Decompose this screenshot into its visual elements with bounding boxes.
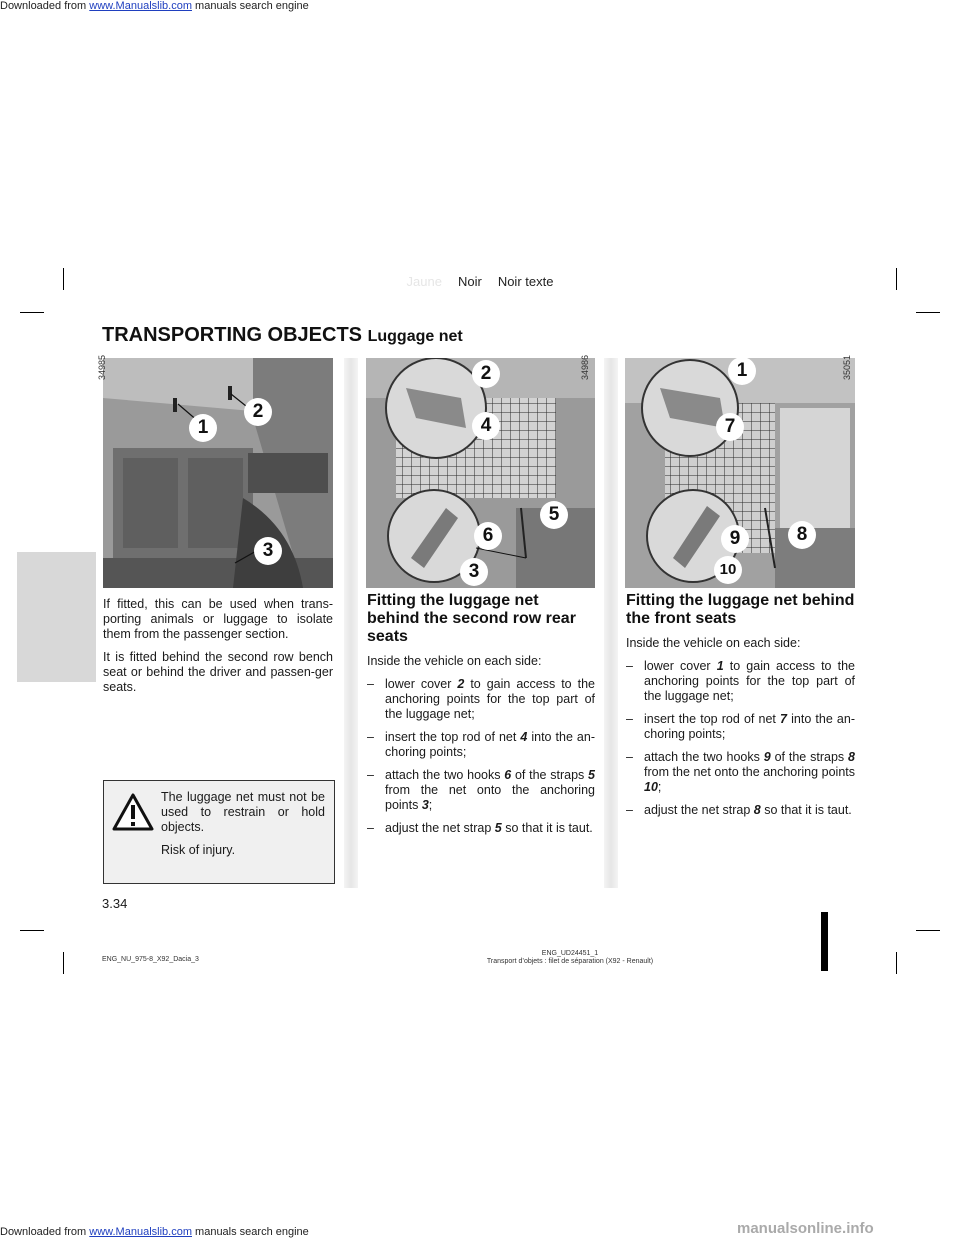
- intro-paragraph: It is fitted behind the second row bench seat or behind the driver and passen-ger seats.: [103, 650, 333, 694]
- page-title: TRANSPORTING OBJECTS Luggage net: [102, 324, 463, 346]
- section-heading: Fitting the luggage net behind the front seats: [626, 592, 855, 627]
- callout-number: 7: [718, 415, 742, 439]
- callout-number: 3: [462, 560, 486, 584]
- second-row-net-illustration: [366, 358, 595, 588]
- list-item: – attach the two hooks 9 of the straps 8 from the net onto the anchoring points 10;: [626, 750, 855, 794]
- rear-seat-illustration: [103, 358, 333, 588]
- color-separation-labels: Jaune Noir Noir texte: [406, 274, 554, 289]
- list-item: – lower cover 1 to gain access to the anchoring points for the top part of the luggage net;: [626, 659, 855, 703]
- footer-document-code: ENG_NU_975-8_X92_Dacia_3: [102, 956, 199, 963]
- figure-reference: 34985: [97, 354, 107, 380]
- callout-number: 9: [723, 527, 747, 551]
- callout-number: 5: [542, 503, 566, 527]
- page-number: 3.34: [102, 896, 128, 911]
- intro-paragraph: If fitted, this can be used when trans-porting animals or luggage to isolate them from the passenger section.: [103, 597, 333, 641]
- list-item: – insert the top rod of net 7 into the an-choring points;: [626, 712, 856, 741]
- intro-column: [103, 597, 333, 703]
- figure-rear-seat-anchors: [103, 358, 333, 588]
- figure-reference: 35051: [842, 354, 852, 380]
- chapter-tab: [17, 552, 96, 682]
- callout-number: 2: [474, 362, 498, 386]
- figure-reference: 34986: [580, 354, 590, 380]
- section-heading: Fitting the luggage net behind the second row rear seats: [367, 592, 576, 645]
- manualsonline-logo: manualsonline.info: [737, 1220, 874, 1237]
- second-row-section: [367, 592, 595, 844]
- warning-text: The luggage net must not be used to restrain or hold objects. Risk of injury.: [161, 790, 325, 857]
- section-lead: Inside the vehicle on each side:: [626, 636, 801, 650]
- list-item: – lower cover 2 to gain access to the anchoring points for the top part of the luggage net;: [367, 677, 595, 721]
- callout-number: 1: [191, 416, 215, 440]
- download-banner-bottom: Downloaded from www.Manualslib.com manuals search engine: [0, 1226, 309, 1238]
- figure-second-row-net: [366, 358, 595, 588]
- warning-triangle-icon: [112, 793, 154, 831]
- steps-list: [367, 677, 595, 836]
- column-divider: [604, 358, 618, 888]
- download-banner: Downloaded from www.Manualslib.com manuals search engine: [0, 0, 309, 12]
- page-edge-marker: [821, 912, 828, 971]
- callout-number: 4: [474, 414, 498, 438]
- manualslib-link[interactable]: www.Manualslib.com: [89, 1226, 192, 1238]
- crop-mark: [896, 952, 897, 974]
- crop-mark: [916, 312, 940, 313]
- section-lead: Inside the vehicle on each side:: [367, 654, 542, 668]
- callout-number: 3: [256, 539, 280, 563]
- callout-number: 2: [246, 400, 270, 424]
- crop-mark: [20, 930, 44, 931]
- callout-number: 6: [476, 524, 500, 548]
- footer-reference: ENG_UD24451_1 Transport d’objets : filet de séparation (X92 - Renault): [486, 950, 654, 965]
- list-item: – attach the two hooks 6 of the straps 5 from the net onto the anchoring points 3;: [367, 768, 595, 812]
- callout-number: 1: [730, 359, 754, 383]
- front-seats-section: [626, 592, 855, 826]
- list-item: – adjust the net strap 8 so that it is taut.: [626, 803, 852, 817]
- column-divider: [344, 358, 358, 888]
- front-seat-net-illustration: [625, 358, 855, 588]
- crop-mark: [63, 952, 64, 974]
- crop-mark: [916, 930, 940, 931]
- steps-list: [626, 659, 855, 818]
- callout-number: 10: [716, 558, 740, 582]
- list-item: – adjust the net strap 5 so that it is taut.: [367, 821, 593, 835]
- manualslib-link[interactable]: www.Manualslib.com: [89, 0, 192, 12]
- list-item: – insert the top rod of net 4 into the an-choring points;: [367, 730, 595, 759]
- figure-front-seat-net: [625, 358, 855, 588]
- crop-mark: [20, 312, 44, 313]
- callout-number: 8: [790, 523, 814, 547]
- warning-box: [103, 780, 335, 884]
